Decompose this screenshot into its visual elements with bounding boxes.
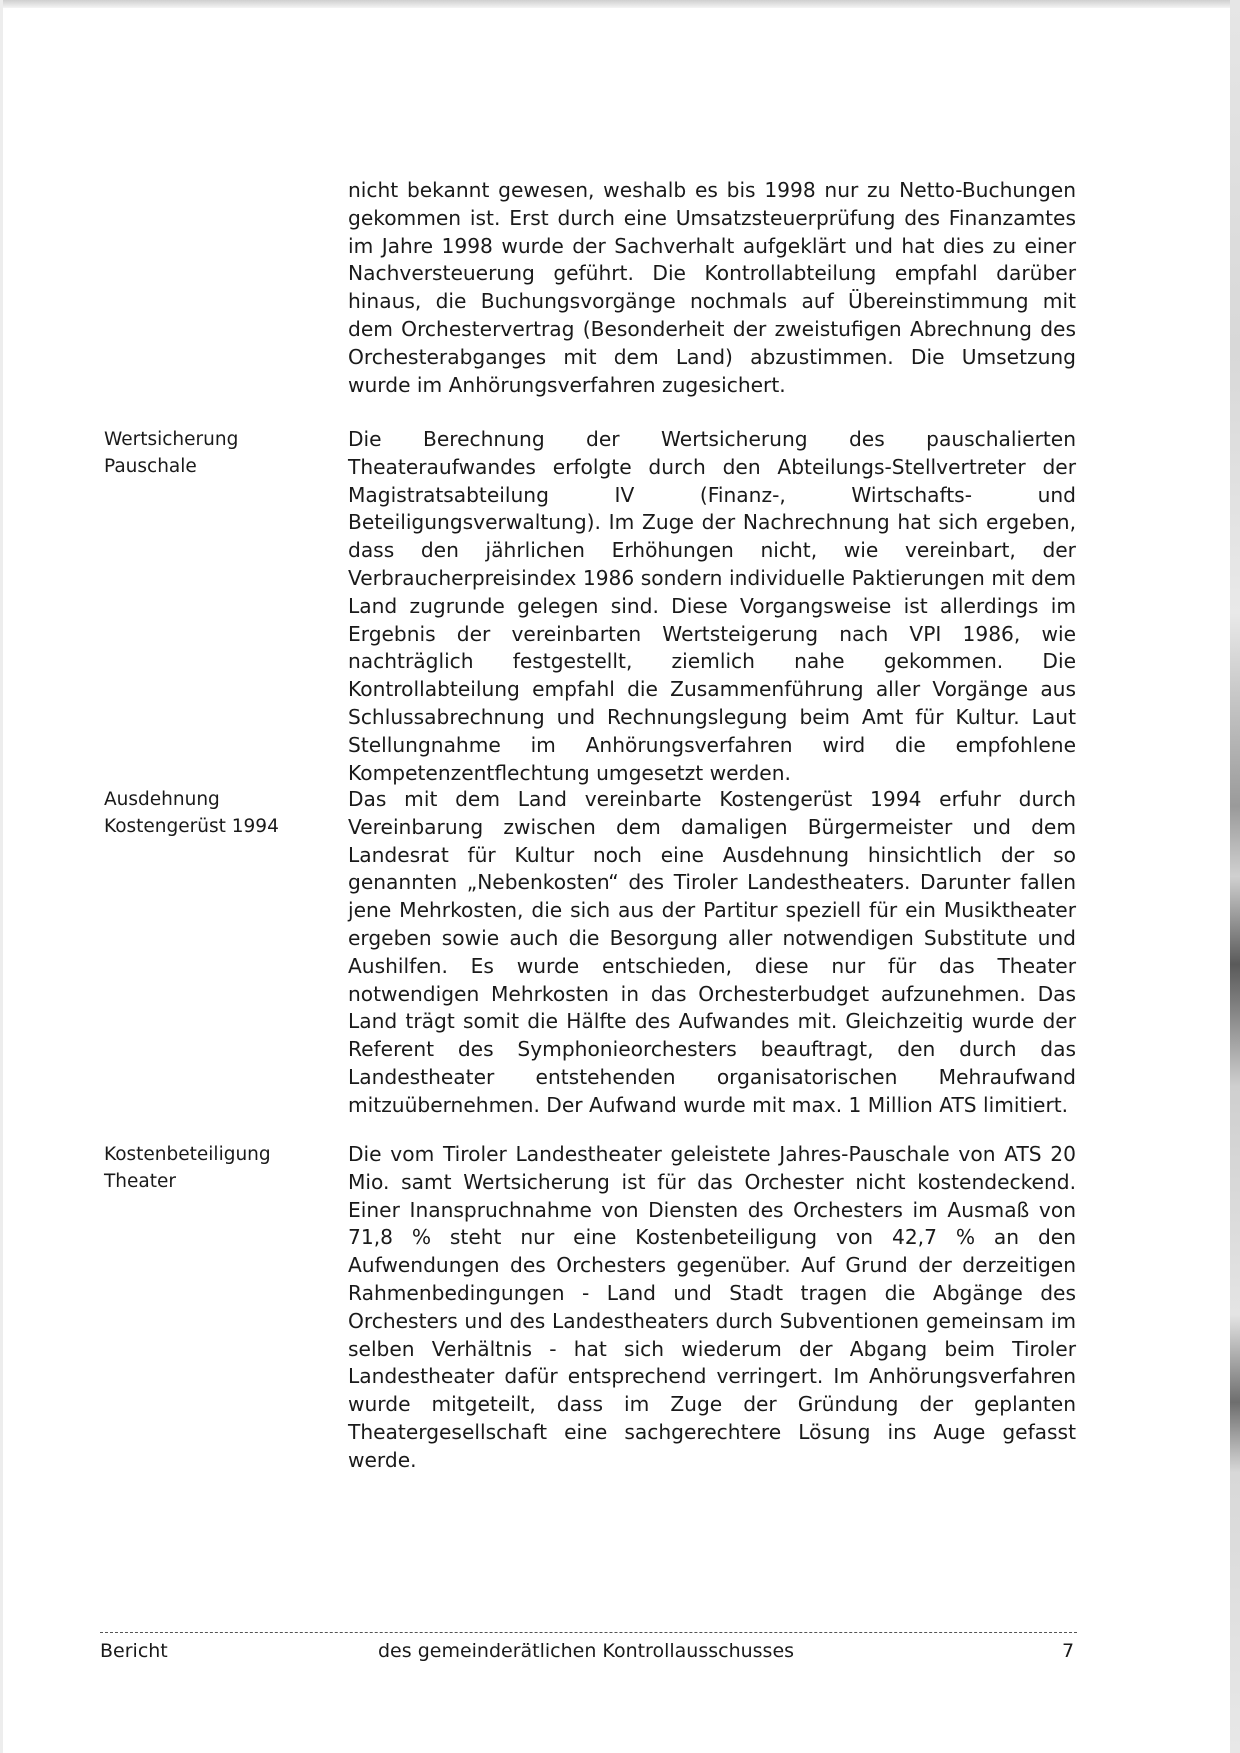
section-body-text: nicht bekannt gewesen, weshalb es bis 1998 nur zu Netto-Buchungen gekommen ist. Erst durch eine Umsatzsteuerprüfung des Finanzamtes im Jahre 1998 wurde der Sachverhalt aufgeklärt und hat dies zu einer Nachversteuerung geführt. Die Kontrollabteilung empfahl darüber hinaus, die Buchungsvorgänge nochmals auf Übereinstimmung mit dem Orchestervertrag (Besonderheit der zweistufigen Abrechnung des Orchesterabganges mit dem Land) abzustimmen. Die Umsetzung wurde im Anhörungsverfahren zugesichert. [348,178,1076,397]
page-number: 7 [1062,1640,1075,1662]
scan-top-edge [0,0,1240,8]
footer-report-label: Bericht [100,1640,168,1662]
scan-left-edge [0,0,3,1753]
section-side-label: Wertsicherung Pauschale [104,429,239,477]
section-side-label: Kostenbeteiligung Theater [104,1144,271,1192]
section-body-text: Die Berechnung der Wertsicherung des pauschalierten Theateraufwandes erfolgte durch den Abteilungs-Stellvertreter der Magistratsabteilung IV (Finanz-, Wirtschafts- und Beteiligungsverwaltung). Im Zuge der Nachrechnung hat sich ergeben, dass den jährlichen Erhöhungen nicht, wie vereinbart, der Verbraucherpreisindex 1986 sondern individuelle Paktierungen mit dem Land zugrunde gelegen sind. Diese Vorgangsweise ist allerdings im Ergebnis der vereinbarten Wertsteigerung nach VPI 1986, wie nachträglich festgestellt, ziemlich nahe gekommen. Die Kontrollabteilung empfahl die Zusammenführung aller Vorgänge aus Schlussabrechnung und Rechnungslegung beim Amt für Kultur. Laut Stellungnahme im Anhörungsverfahren wird die empfohlene Kompetenzentflechtung umgesetzt werden. [348,427,1076,785]
scan-right-edge [1230,0,1240,1753]
footer-divider [100,1632,1077,1633]
section-body-text: Die vom Tiroler Landestheater geleistete Jahres-Pauschale von ATS 20 Mio. samt Wertsicherung ist für das Orchester nicht kostendeckend. Einer Inanspruchnahme von Diensten des Orchesters im Ausmaß von 71,8 % steht nur eine Kostenbeteiligung von 42,7 % an den Aufwendungen des Orchesters gegenüber. Auf Grund der derzeitigen Rahmenbedingungen - Land und Stadt tragen die Abgänge des Orchesters und des Landestheaters durch Subventionen gemeinsam im selben Verhältnis - hat sich wiederum der Abgang beim Tiroler Landestheater dafür entsprechend verringert. Im Anhörungsverfahren wurde mitgeteilt, dass im Zuge der Gründung der geplanten Theatergesellschaft eine sachgerechtere Lösung ins Auge gefasst werde. [348,1142,1076,1472]
section-side-label: Ausdehnung Kostengerüst 1994 [104,789,279,837]
footer-committee-label: des gemeinderätlichen Kontrollausschusses [378,1640,795,1662]
section-body-text: Das mit dem Land vereinbarte Kostengerüst 1994 erfuhr durch Vereinbarung zwischen dem damaligen Bürgermeister und dem Landesrat für Kultur noch eine Ausdehnung hinsichtlich der so genannten „Nebenkosten“ des Tiroler Landestheaters. Darunter fallen jene Mehrkosten, die sich aus der Partitur speziell für ein Musiktheater ergeben sowie auch die Besorgung aller notwendigen Substitute und Aushilfen. Es wurde entschieden, diese nur für das Theater notwendigen Mehrkosten in das Orchesterbudget aufzunehmen. Das Land trägt somit die Hälfte des Aufwandes mit. Gleichzeitig wurde der Referent des Symphonieorchesters beauftragt, den durch das Landestheater entstehenden organisatorischen Mehraufwand mitzuübernehmen. Der Aufwand wurde mit max. 1 Million ATS limitiert. [348,787,1076,1117]
